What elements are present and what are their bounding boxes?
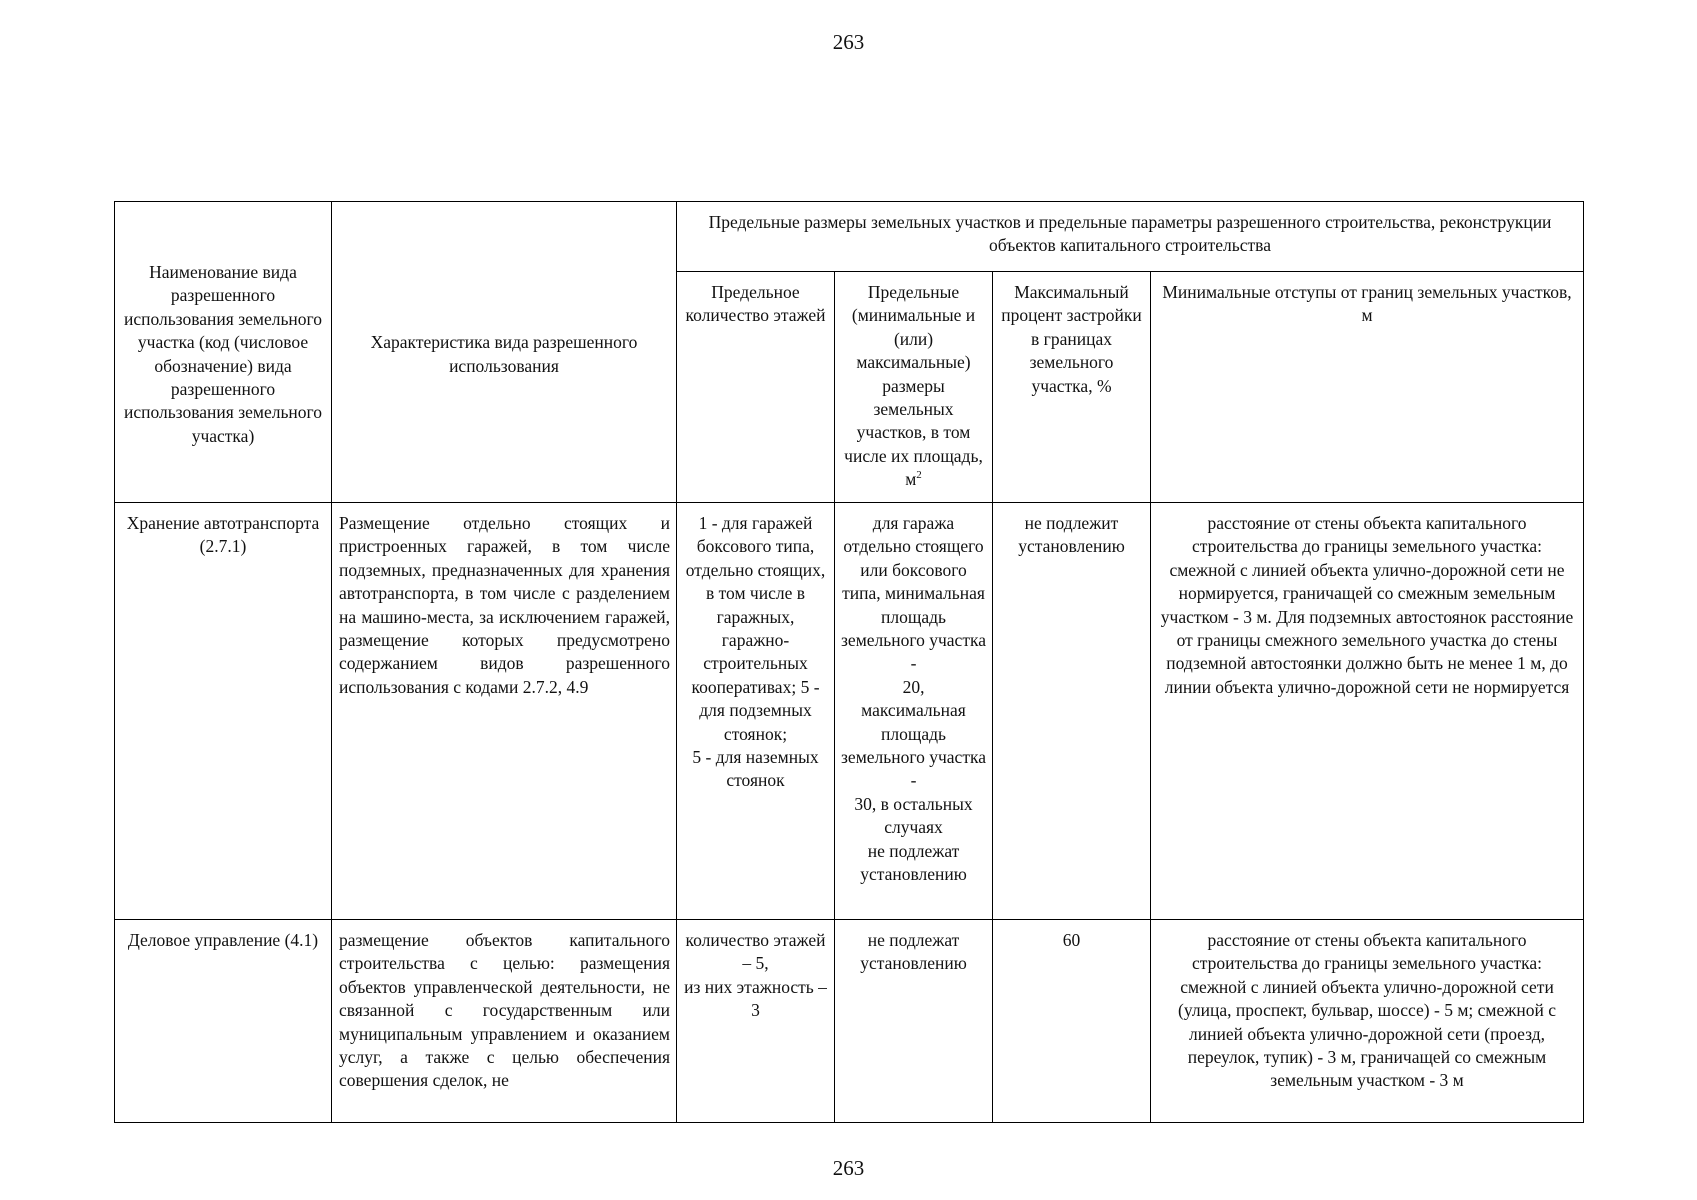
row-floors: количество этажей – 5, из них этажность – 3	[677, 920, 835, 1123]
header-sizes	[835, 272, 993, 503]
row-max-percent: 60	[993, 920, 1151, 1123]
row-name: Хранение автотранспорта (2.7.1)	[115, 503, 332, 920]
header-setbacks: Минимальные отступы от границ земельных участков, м	[1151, 272, 1584, 503]
row-setbacks: расстояние от стены объекта капитального строительства до границы земельного участка: смежной с линией объекта улично-дорожной сети (улица, проспект, бульвар, шоссе) - 5 м; смежной с линией объекта улично-дорожной сети (проезд, переулок, тупик) - 3 м, граничащей со смежным земельным участком - 3 м	[1151, 920, 1584, 1123]
row-name: Деловое управление (4.1)	[115, 920, 332, 1123]
row-max-percent: не подлежит установлению	[993, 503, 1151, 920]
row-sizes: для гаража отдельно стоящего или боксового типа, минимальная площадь земельного участка - 20, максимальная площадь земельного участка - 30, в остальных случаях не подлежат установлению	[835, 503, 993, 920]
header-characteristic: Характеристика вида разрешенного использования	[332, 202, 677, 503]
header-sizes-text: Предельные (минимальные и (или) максимальные) размеры земельных участков, в том числе их площадь, м	[844, 282, 983, 490]
header-row-1	[115, 202, 1584, 272]
header-max-percent: Максимальный процент застройки в границах земельного участка, %	[993, 272, 1151, 503]
page-number-bottom: 263	[832, 1156, 865, 1180]
row-characteristic: размещение объектов капитального строительства с целью: размещения объектов управленческой деятельности, не связанной с государственным или муниципальным управлением и оказанием услуг, а также с целью обеспечения совершения сделок, не	[332, 920, 677, 1123]
row-setbacks: расстояние от стены объекта капитального строительства до границы земельного участка: смежной с линией объекта улично-дорожной сети не нормируется, граничащей со смежным земельным участком - 3 м. Для подземных автостоянок расстояние от границы смежного земельного участка до стены подземной автостоянки должно быть не менее 1 м, до линии объекта улично-дорожной сети не нормируется	[1151, 503, 1584, 920]
regulations-table	[114, 201, 1584, 1123]
row-floors: 1 - для гаражей боксового типа, отдельно стоящих, в том числе в гаражных, гаражно-строительных кооперативах; 5 - для подземных стоянок; 5 - для наземных стоянок	[677, 503, 835, 920]
header-limits-group: Предельные размеры земельных участков и предельные параметры разрешенного строительства, реконструкции объектов капитального строительства	[677, 202, 1584, 272]
row-sizes: не подлежат установлению	[835, 920, 993, 1123]
header-sizes-sup: 2	[916, 469, 922, 482]
row-characteristic: Размещение отдельно стоящих и пристроенных гаражей, в том числе подземных, предназначенных для хранения автотранспорта, в том числе с разделением на машино-места, за исключением гаражей, размещение которых предусмотрено содержанием видов разрешенного использования с кодами 2.7.2, 4.9	[332, 503, 677, 920]
header-floors: Предельное количество этажей	[677, 272, 835, 503]
table-row	[115, 920, 1584, 1123]
header-name: Наименование вида разрешенного использования земельного участка (код (числовое обозначение) вида разрешенного использования земельного участка)	[115, 202, 332, 503]
page-number-top: 263	[832, 30, 865, 54]
table-row	[115, 503, 1584, 920]
